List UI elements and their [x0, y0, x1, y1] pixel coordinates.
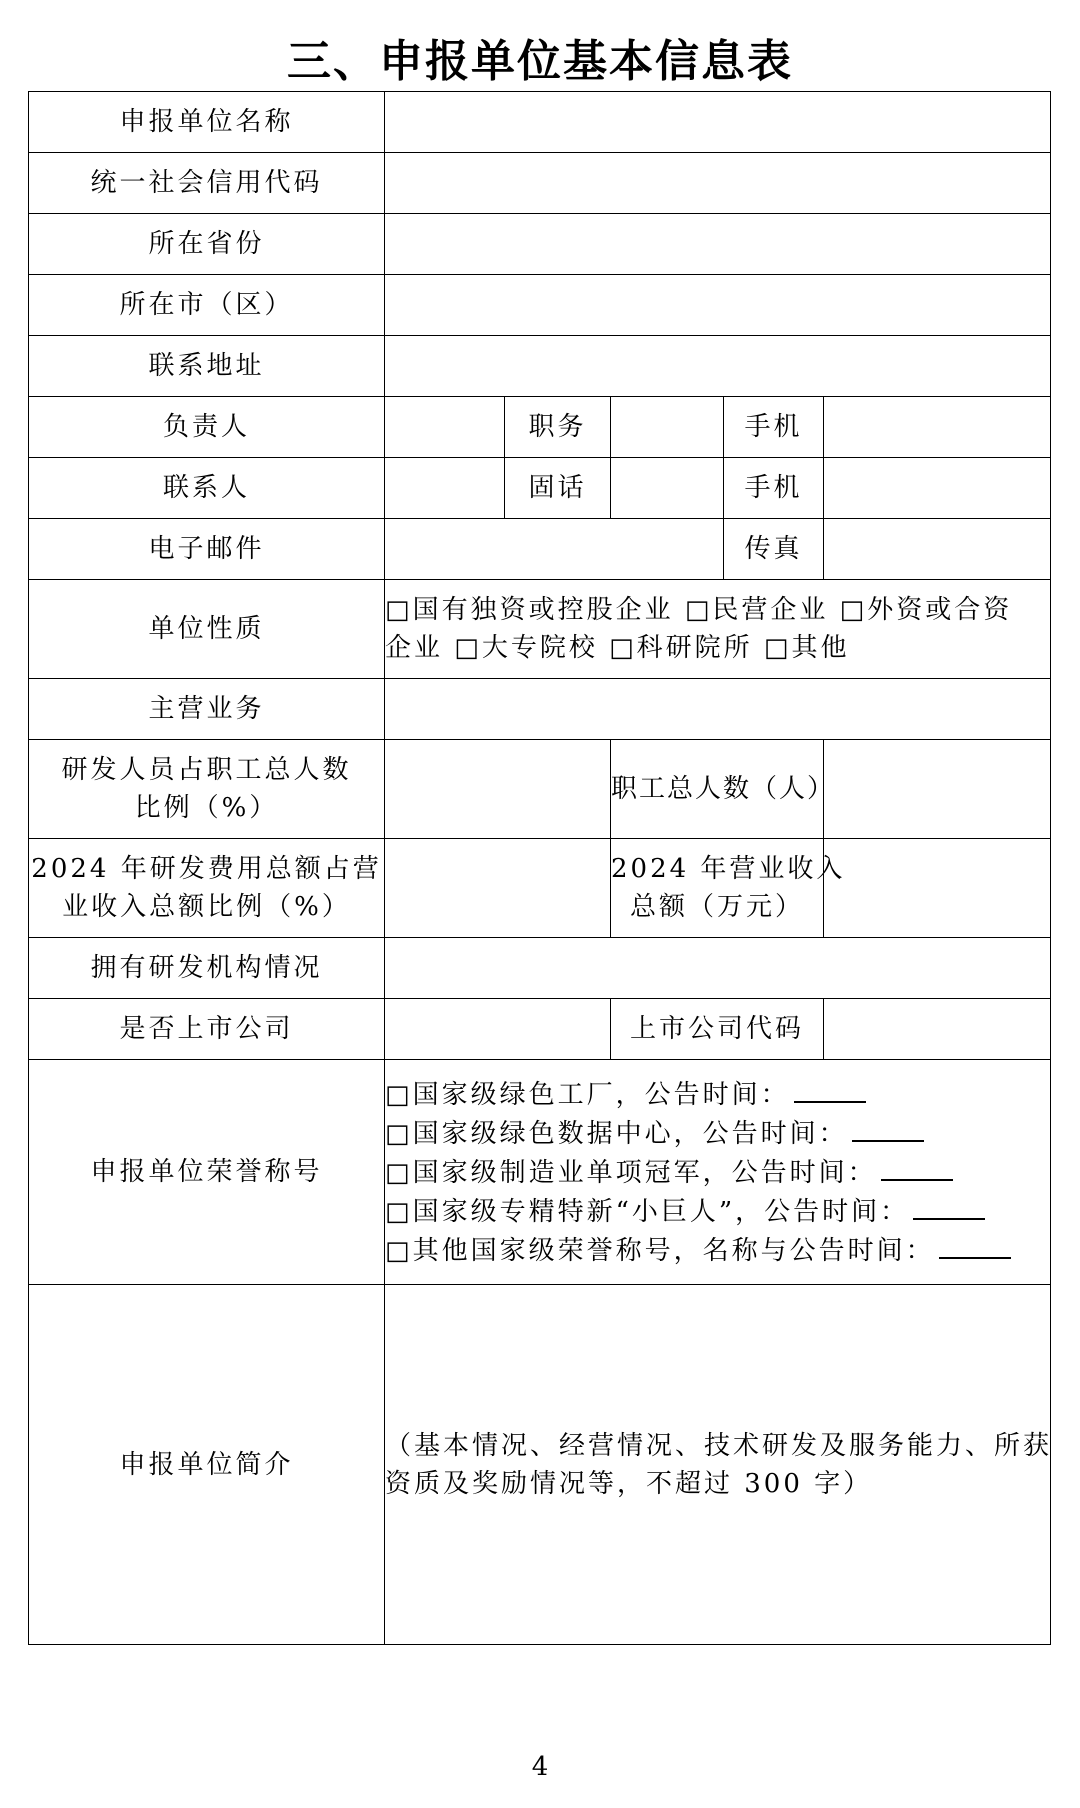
label-credit-code: 统一社会信用代码	[29, 153, 385, 214]
page-title: 三、申报单位基本信息表	[287, 36, 793, 87]
honor-option[interactable]: □国家级专精特新“小巨人”，公告时间：	[385, 1192, 1050, 1231]
label-line: 2024 年营业收入	[611, 854, 846, 884]
date-blank[interactable]	[881, 1153, 953, 1181]
intro-note-line: 资质及奖励情况等，不超过 300 字）	[385, 1468, 873, 1499]
input-rd-cost-ratio[interactable]	[385, 839, 611, 938]
label-phone: 固话	[505, 458, 611, 519]
date-blank[interactable]	[852, 1114, 924, 1142]
label-rd-institution: 拥有研发机构情况	[29, 938, 385, 999]
label-rd-ratio	[29, 740, 385, 839]
date-blank[interactable]	[939, 1231, 1011, 1259]
label-line: 研发人员占职工总人数	[61, 755, 352, 785]
input-fax[interactable]	[824, 519, 1051, 580]
nature-options-line: □国有独资或控股企业 □民营企业 □外资或合资	[385, 595, 1013, 625]
label-province: 所在省份	[29, 214, 385, 275]
input-employees[interactable]	[824, 740, 1051, 839]
label-revenue	[611, 839, 846, 938]
input-listed[interactable]	[385, 999, 611, 1060]
label-line: 2024 年研发费用总额占营	[31, 854, 382, 884]
input-intro[interactable]	[385, 1285, 1051, 1645]
label-line: 比例（%）	[134, 793, 279, 823]
input-head[interactable]	[385, 397, 505, 458]
input-mobile-contact[interactable]	[824, 458, 1051, 519]
label-fax: 传真	[724, 519, 824, 580]
label-line: 业收入总额比例（%）	[62, 892, 351, 922]
label-line: 总额（万元）	[629, 892, 804, 922]
input-credit-code[interactable]	[385, 153, 1051, 214]
label-head: 负责人	[29, 397, 385, 458]
label-city: 所在市（区）	[29, 275, 385, 336]
input-unit-name[interactable]	[385, 92, 1051, 153]
label-address: 联系地址	[29, 336, 385, 397]
honor-option[interactable]: □国家级绿色数据中心，公告时间：	[385, 1114, 1050, 1153]
label-listed-code: 上市公司代码	[611, 999, 824, 1060]
basic-info-form	[28, 91, 1051, 1645]
nature-options-line: 企业 □大专院校 □科研院所 □其他	[385, 633, 850, 663]
date-blank[interactable]	[794, 1075, 866, 1103]
input-phone[interactable]	[611, 458, 724, 519]
nature-options[interactable]	[385, 580, 1051, 679]
label-contact: 联系人	[29, 458, 385, 519]
label-main-business: 主营业务	[29, 679, 385, 740]
input-revenue[interactable]	[824, 839, 1051, 938]
input-email[interactable]	[385, 519, 724, 580]
label-position: 职务	[505, 397, 611, 458]
label-intro: 申报单位简介	[29, 1285, 385, 1645]
label-employees: 职工总人数（人）	[611, 740, 824, 839]
input-position[interactable]	[611, 397, 724, 458]
input-mobile-head[interactable]	[824, 397, 1051, 458]
date-blank[interactable]	[913, 1192, 985, 1220]
input-address[interactable]	[385, 336, 1051, 397]
intro-note-line: （基本情况、经营情况、技术研发及服务能力、所获	[385, 1430, 1053, 1461]
input-rd-ratio[interactable]	[385, 740, 611, 839]
label-rd-cost-ratio	[29, 839, 385, 938]
label-unit-name: 申报单位名称	[29, 92, 385, 153]
label-honors: 申报单位荣誉称号	[29, 1060, 385, 1285]
input-main-business[interactable]	[385, 679, 1051, 740]
honor-options[interactable]	[385, 1060, 1051, 1285]
input-contact[interactable]	[385, 458, 505, 519]
honor-option[interactable]: □国家级制造业单项冠军，公告时间：	[385, 1153, 1050, 1192]
label-nature: 单位性质	[29, 580, 385, 679]
input-rd-institution[interactable]	[385, 938, 1051, 999]
input-city[interactable]	[385, 275, 1051, 336]
label-mobile-head: 手机	[724, 397, 824, 458]
label-listed: 是否上市公司	[29, 999, 385, 1060]
label-email: 电子邮件	[29, 519, 385, 580]
label-mobile-contact: 手机	[724, 458, 824, 519]
page-number: 4	[531, 1752, 549, 1782]
input-province[interactable]	[385, 214, 1051, 275]
honor-option[interactable]: □国家级绿色工厂，公告时间：	[385, 1075, 1050, 1114]
honor-option[interactable]: □其他国家级荣誉称号，名称与公告时间：	[385, 1231, 1050, 1270]
input-listed-code[interactable]	[824, 999, 1051, 1060]
